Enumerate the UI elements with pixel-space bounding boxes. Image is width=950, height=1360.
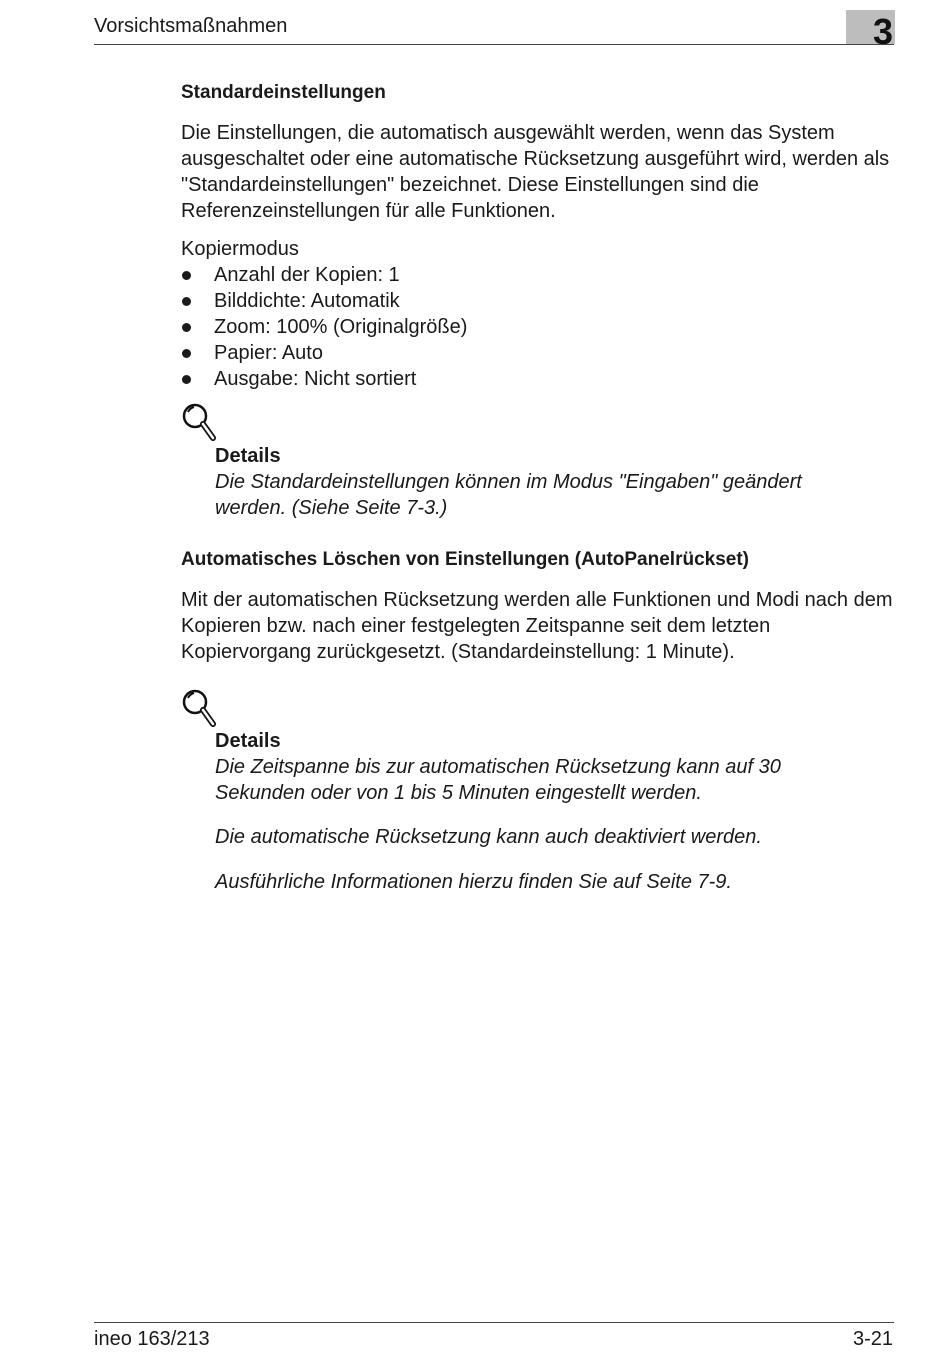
bullet-icon [182,271,191,280]
section-heading-auto-reset: Automatisches Löschen von Einstellungen (AutoPanelrückset) [181,549,749,570]
section-intro-auto-reset: Mit der automatischen Rücksetzung werden alle Funktionen und Modi nach dem Kopieren bzw. nach einer festgelegten Zeitspanne seit dem letzten Kopiervorgang zurückgesetzt. (Standardeinstellung: 1 Minute). [181,589,893,663]
details-text: Die Zeitspanne bis zur automatischen Rücksetzung kann auf 30 Sekunden oder von 1 bis 5 Minuten eingestellt werden. [215,756,781,804]
magnifier-icon [181,688,217,728]
magnifier-icon [181,402,217,442]
list-item: Zoom: 100% (Originalgröße) [181,314,893,340]
details-text: Die automatische Rücksetzung kann auch deaktiviert werden. [215,826,762,848]
list-item: Bilddichte: Automatik [181,288,893,314]
details-text: Ausführliche Informationen hierzu finden Sie auf Seite 7-9. [215,871,732,893]
page-number: 3-21 [852,1328,893,1350]
list-item: Papier: Auto [181,340,893,366]
list-item: Ausgabe: Nicht sortiert [181,366,893,392]
chapter-tab [846,10,895,52]
bullet-icon [182,349,191,358]
copy-mode-label: Kopiermodus [181,238,299,260]
footer-model: ineo 163/213 [94,1328,210,1350]
list-item: Anzahl der Kopien: 1 [181,262,893,288]
header-divider [94,44,894,45]
details-label: Details [215,445,281,467]
running-header-title: Vorsichtsmaßnahmen [94,15,288,37]
details-text: Die Standardeinstellungen können im Modus "Eingaben" geändert werden. (Siehe Seite 7-3.) [215,471,802,519]
section-intro-standard-settings: Die Einstellungen, die automatisch ausgewählt werden, wenn das System ausgeschaltet oder eine automatische Rücksetzung ausgeführt wird, werden als "Standardeinstellungen" bezeichnet. Diese Einstellungen sind die Referenzeinstellungen für alle Funktionen. [181,122,890,222]
footer-divider [94,1322,894,1323]
bullet-icon [182,323,191,332]
section-heading-standard-settings: Standardeinstellungen [181,82,386,103]
bullet-icon [182,375,191,384]
details-label: Details [215,730,281,752]
chapter-number: 3 [872,11,893,52]
bullet-icon [182,297,191,306]
default-settings-list [181,262,893,392]
